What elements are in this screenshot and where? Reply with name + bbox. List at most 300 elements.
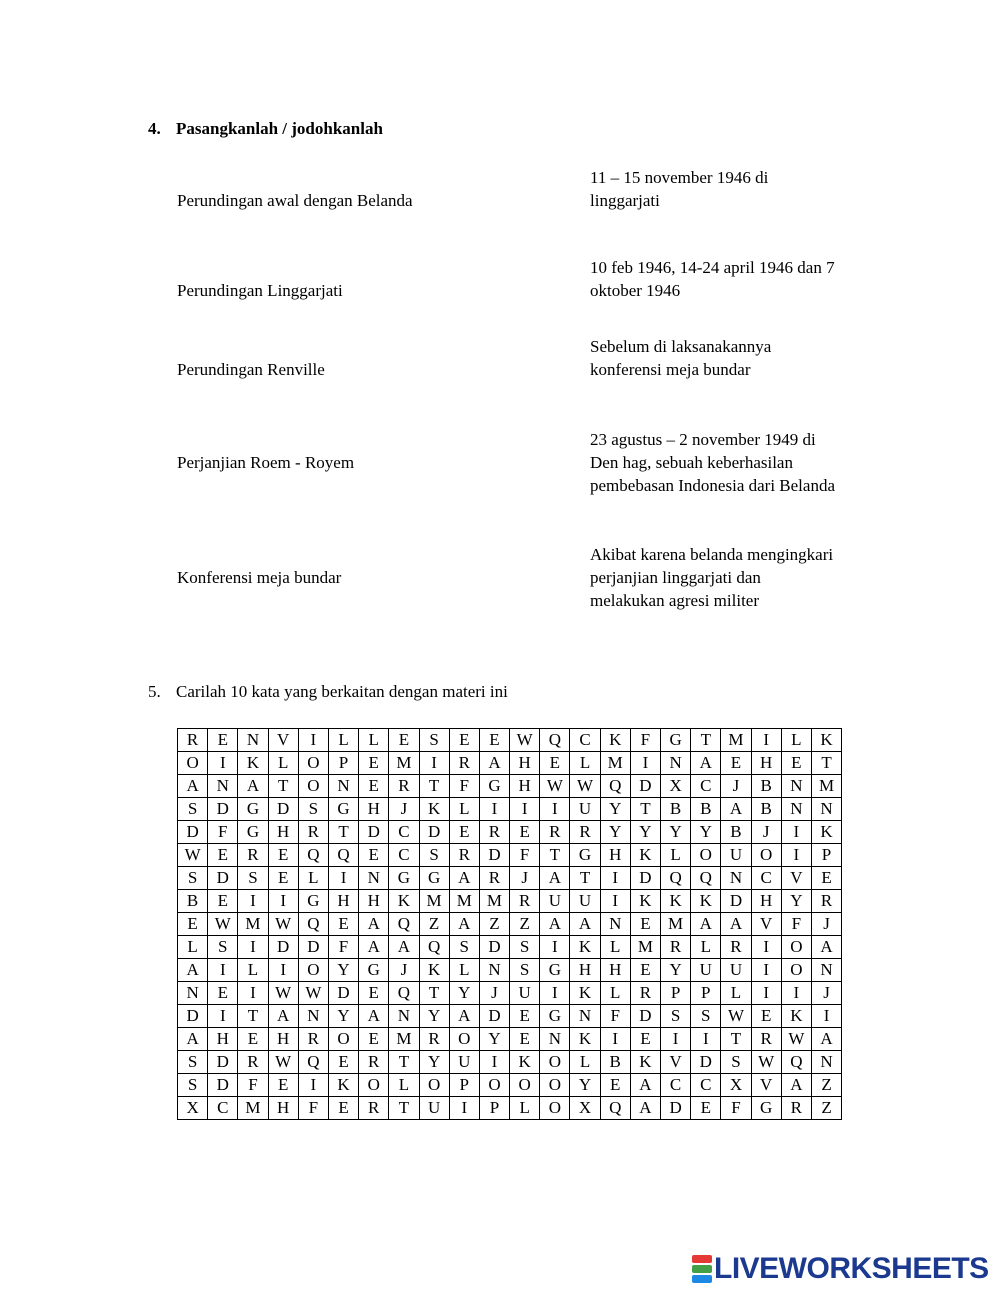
word-search-cell[interactable]: I: [630, 752, 660, 775]
word-search-cell[interactable]: I: [600, 890, 630, 913]
word-search-cell[interactable]: B: [661, 798, 691, 821]
word-search-cell[interactable]: G: [540, 959, 570, 982]
word-search-cell[interactable]: P: [811, 844, 841, 867]
word-search-cell[interactable]: P: [328, 752, 358, 775]
word-search-cell[interactable]: D: [479, 936, 509, 959]
word-search-cell[interactable]: S: [178, 798, 208, 821]
word-search-cell[interactable]: U: [721, 959, 751, 982]
word-search-cell[interactable]: G: [359, 959, 389, 982]
word-search-cell[interactable]: L: [178, 936, 208, 959]
word-search-cell[interactable]: I: [328, 867, 358, 890]
word-search-cell[interactable]: V: [661, 1051, 691, 1074]
word-search-cell[interactable]: R: [540, 821, 570, 844]
word-search-cell[interactable]: K: [570, 1028, 600, 1051]
word-search-cell[interactable]: E: [359, 982, 389, 1005]
word-search-cell[interactable]: I: [268, 890, 298, 913]
word-search-cell[interactable]: E: [510, 1028, 540, 1051]
word-search-cell[interactable]: S: [721, 1051, 751, 1074]
word-search-cell[interactable]: A: [389, 936, 419, 959]
word-search-cell[interactable]: U: [570, 890, 600, 913]
word-search-cell[interactable]: K: [328, 1074, 358, 1097]
word-search-cell[interactable]: H: [510, 752, 540, 775]
word-search-cell[interactable]: C: [389, 844, 419, 867]
word-search-cell[interactable]: Q: [419, 936, 449, 959]
word-search-cell[interactable]: I: [298, 729, 328, 752]
word-search-cell[interactable]: I: [540, 982, 570, 1005]
word-search-cell[interactable]: R: [178, 729, 208, 752]
word-search-cell[interactable]: W: [781, 1028, 811, 1051]
word-search-cell[interactable]: Y: [600, 821, 630, 844]
word-search-cell[interactable]: U: [419, 1097, 449, 1120]
word-search-cell[interactable]: R: [359, 1051, 389, 1074]
word-search-cell[interactable]: I: [751, 959, 781, 982]
word-search-cell[interactable]: Q: [600, 775, 630, 798]
word-search-cell[interactable]: H: [600, 959, 630, 982]
word-search-cell[interactable]: Q: [298, 913, 328, 936]
word-search-cell[interactable]: K: [630, 890, 660, 913]
word-search-cell[interactable]: Z: [419, 913, 449, 936]
word-search-cell[interactable]: D: [178, 821, 208, 844]
word-search-cell[interactable]: H: [751, 890, 781, 913]
word-search-cell[interactable]: D: [419, 821, 449, 844]
word-search-cell[interactable]: T: [238, 1005, 268, 1028]
word-search-cell[interactable]: Y: [479, 1028, 509, 1051]
word-search-cell[interactable]: T: [419, 982, 449, 1005]
word-search-cell[interactable]: D: [630, 867, 660, 890]
word-search-cell[interactable]: G: [298, 890, 328, 913]
word-search-cell[interactable]: N: [661, 752, 691, 775]
word-search-cell[interactable]: Y: [600, 798, 630, 821]
word-search-cell[interactable]: N: [811, 1051, 841, 1074]
word-search-cell[interactable]: E: [208, 890, 238, 913]
word-search-cell[interactable]: H: [570, 959, 600, 982]
word-search-cell[interactable]: M: [600, 752, 630, 775]
word-search-cell[interactable]: H: [208, 1028, 238, 1051]
word-search-cell[interactable]: A: [570, 913, 600, 936]
word-search-cell[interactable]: S: [178, 1074, 208, 1097]
word-search-cell[interactable]: E: [389, 729, 419, 752]
word-search-cell[interactable]: A: [630, 1074, 660, 1097]
word-search-cell[interactable]: A: [721, 913, 751, 936]
word-search-cell[interactable]: S: [691, 1005, 721, 1028]
word-search-cell[interactable]: T: [268, 775, 298, 798]
word-search-cell[interactable]: E: [540, 752, 570, 775]
word-search-cell[interactable]: I: [238, 936, 268, 959]
word-search-cell[interactable]: N: [238, 729, 268, 752]
word-search-cell[interactable]: I: [540, 936, 570, 959]
word-search-cell[interactable]: Q: [600, 1097, 630, 1120]
word-search-cell[interactable]: H: [359, 798, 389, 821]
word-search-cell[interactable]: K: [570, 982, 600, 1005]
word-search-cell[interactable]: G: [661, 729, 691, 752]
word-search-cell[interactable]: O: [178, 752, 208, 775]
word-search-cell[interactable]: I: [479, 1051, 509, 1074]
word-search-cell[interactable]: N: [389, 1005, 419, 1028]
word-search-cell[interactable]: M: [419, 890, 449, 913]
word-search-cell[interactable]: X: [661, 775, 691, 798]
word-search-cell[interactable]: O: [298, 775, 328, 798]
word-search-cell[interactable]: A: [268, 1005, 298, 1028]
word-search-cell[interactable]: J: [389, 959, 419, 982]
word-search-cell[interactable]: K: [661, 890, 691, 913]
word-search-cell[interactable]: L: [661, 844, 691, 867]
word-search-cell[interactable]: J: [811, 913, 841, 936]
word-search-cell[interactable]: R: [479, 821, 509, 844]
word-search-cell[interactable]: Q: [661, 867, 691, 890]
word-search-cell[interactable]: E: [449, 729, 479, 752]
word-search-cell[interactable]: A: [449, 1005, 479, 1028]
word-search-cell[interactable]: I: [419, 752, 449, 775]
word-search-cell[interactable]: F: [238, 1074, 268, 1097]
word-search-cell[interactable]: F: [328, 936, 358, 959]
word-search-cell[interactable]: F: [208, 821, 238, 844]
word-search-cell[interactable]: L: [691, 936, 721, 959]
word-search-cell[interactable]: H: [751, 752, 781, 775]
word-search-cell[interactable]: E: [328, 1051, 358, 1074]
word-search-cell[interactable]: O: [540, 1051, 570, 1074]
word-search-cell[interactable]: A: [540, 867, 570, 890]
word-search-cell[interactable]: I: [208, 959, 238, 982]
word-search-cell[interactable]: K: [781, 1005, 811, 1028]
word-search-cell[interactable]: P: [479, 1097, 509, 1120]
word-search-cell[interactable]: I: [751, 729, 781, 752]
word-search-cell[interactable]: F: [298, 1097, 328, 1120]
word-search-cell[interactable]: C: [691, 775, 721, 798]
word-search-cell[interactable]: O: [449, 1028, 479, 1051]
word-search-cell[interactable]: E: [691, 1097, 721, 1120]
word-search-cell[interactable]: Y: [691, 821, 721, 844]
word-search-cell[interactable]: S: [208, 936, 238, 959]
word-search-cell[interactable]: U: [721, 844, 751, 867]
word-search-cell[interactable]: O: [328, 1028, 358, 1051]
word-search-cell[interactable]: E: [268, 1074, 298, 1097]
word-search-cell[interactable]: J: [721, 775, 751, 798]
word-search-cell[interactable]: G: [238, 821, 268, 844]
word-search-cell[interactable]: W: [751, 1051, 781, 1074]
word-search-cell[interactable]: R: [419, 1028, 449, 1051]
word-search-cell[interactable]: D: [479, 844, 509, 867]
word-search-cell[interactable]: O: [359, 1074, 389, 1097]
word-search-cell[interactable]: A: [449, 913, 479, 936]
word-search-cell[interactable]: H: [328, 890, 358, 913]
word-search-cell[interactable]: M: [449, 890, 479, 913]
word-search-cell[interactable]: F: [510, 844, 540, 867]
word-search-cell[interactable]: E: [721, 752, 751, 775]
word-search-cell[interactable]: D: [691, 1051, 721, 1074]
word-search-cell[interactable]: I: [661, 1028, 691, 1051]
word-search-cell[interactable]: K: [811, 821, 841, 844]
word-search-cell[interactable]: U: [449, 1051, 479, 1074]
word-search-cell[interactable]: D: [630, 1005, 660, 1028]
word-search-cell[interactable]: C: [691, 1074, 721, 1097]
word-search-cell[interactable]: C: [751, 867, 781, 890]
word-search-cell[interactable]: Y: [328, 1005, 358, 1028]
word-search-cell[interactable]: W: [268, 1051, 298, 1074]
word-search-cell[interactable]: K: [419, 798, 449, 821]
word-search-cell[interactable]: S: [419, 729, 449, 752]
word-search-cell[interactable]: O: [751, 844, 781, 867]
word-search-cell[interactable]: O: [540, 1074, 570, 1097]
word-search-cell[interactable]: Y: [449, 982, 479, 1005]
word-search-cell[interactable]: Q: [540, 729, 570, 752]
word-search-cell[interactable]: L: [570, 1051, 600, 1074]
word-search-cell[interactable]: J: [811, 982, 841, 1005]
word-search-cell[interactable]: A: [449, 867, 479, 890]
word-search-cell[interactable]: Y: [630, 821, 660, 844]
word-search-cell[interactable]: K: [419, 959, 449, 982]
word-search-cell[interactable]: C: [570, 729, 600, 752]
word-search-cell[interactable]: O: [781, 959, 811, 982]
word-search-cell[interactable]: A: [479, 752, 509, 775]
word-search-cell[interactable]: N: [298, 1005, 328, 1028]
word-search-cell[interactable]: E: [359, 1028, 389, 1051]
word-search-cell[interactable]: E: [600, 1074, 630, 1097]
word-search-cell[interactable]: C: [661, 1074, 691, 1097]
word-search-cell[interactable]: Y: [419, 1005, 449, 1028]
word-search-cell[interactable]: M: [389, 752, 419, 775]
word-search-cell[interactable]: F: [600, 1005, 630, 1028]
word-search-cell[interactable]: K: [389, 890, 419, 913]
word-search-cell[interactable]: Q: [298, 844, 328, 867]
word-search-cell[interactable]: J: [479, 982, 509, 1005]
word-search-cell[interactable]: B: [600, 1051, 630, 1074]
word-search-cell[interactable]: S: [510, 959, 540, 982]
word-search-cell[interactable]: A: [721, 798, 751, 821]
word-search-cell[interactable]: A: [691, 913, 721, 936]
word-search-cell[interactable]: O: [298, 752, 328, 775]
word-search-cell[interactable]: I: [781, 844, 811, 867]
word-search-cell[interactable]: R: [751, 1028, 781, 1051]
word-search-cell[interactable]: O: [419, 1074, 449, 1097]
word-search-cell[interactable]: A: [178, 959, 208, 982]
word-search-cell[interactable]: F: [630, 729, 660, 752]
word-search-cell[interactable]: E: [268, 844, 298, 867]
word-search-cell[interactable]: L: [570, 752, 600, 775]
word-search-cell[interactable]: P: [661, 982, 691, 1005]
word-search-cell[interactable]: Q: [298, 1051, 328, 1074]
word-search-cell[interactable]: E: [510, 821, 540, 844]
word-search-cell[interactable]: E: [510, 1005, 540, 1028]
word-search-cell[interactable]: V: [751, 1074, 781, 1097]
word-search-cell[interactable]: I: [781, 821, 811, 844]
word-search-cell[interactable]: M: [389, 1028, 419, 1051]
word-search-cell[interactable]: T: [721, 1028, 751, 1051]
word-search-cell[interactable]: I: [268, 959, 298, 982]
word-search-cell[interactable]: P: [691, 982, 721, 1005]
word-search-cell[interactable]: X: [570, 1097, 600, 1120]
word-search-cell[interactable]: I: [298, 1074, 328, 1097]
word-search-cell[interactable]: K: [238, 752, 268, 775]
word-search-cell[interactable]: W: [570, 775, 600, 798]
word-search-cell[interactable]: K: [510, 1051, 540, 1074]
word-search-cell[interactable]: D: [721, 890, 751, 913]
word-search-cell[interactable]: N: [781, 775, 811, 798]
word-search-cell[interactable]: R: [449, 752, 479, 775]
word-search-cell[interactable]: L: [510, 1097, 540, 1120]
word-search-cell[interactable]: M: [238, 913, 268, 936]
word-search-cell[interactable]: Z: [811, 1074, 841, 1097]
word-search-cell[interactable]: D: [328, 982, 358, 1005]
word-search-cell[interactable]: I: [479, 798, 509, 821]
word-search-cell[interactable]: K: [630, 844, 660, 867]
word-search-cell[interactable]: H: [268, 1028, 298, 1051]
word-search-cell[interactable]: A: [359, 1005, 389, 1028]
word-search-cell[interactable]: W: [178, 844, 208, 867]
word-search-cell[interactable]: E: [359, 775, 389, 798]
word-search-cell[interactable]: A: [540, 913, 570, 936]
word-search-cell[interactable]: I: [811, 1005, 841, 1028]
word-search-cell[interactable]: I: [449, 1097, 479, 1120]
word-search-cell[interactable]: S: [178, 1051, 208, 1074]
word-search-cell[interactable]: V: [751, 913, 781, 936]
word-search-cell[interactable]: E: [449, 821, 479, 844]
word-search-cell[interactable]: D: [298, 936, 328, 959]
word-search-cell[interactable]: E: [630, 1028, 660, 1051]
word-search-cell[interactable]: M: [479, 890, 509, 913]
word-search-cell[interactable]: W: [298, 982, 328, 1005]
word-search-cell[interactable]: F: [781, 913, 811, 936]
word-search-cell[interactable]: I: [238, 982, 268, 1005]
word-search-cell[interactable]: H: [600, 844, 630, 867]
word-search-cell[interactable]: H: [510, 775, 540, 798]
word-search-cell[interactable]: Q: [781, 1051, 811, 1074]
word-search-cell[interactable]: R: [661, 936, 691, 959]
word-search-cell[interactable]: E: [630, 913, 660, 936]
word-search-cell[interactable]: E: [328, 913, 358, 936]
word-search-cell[interactable]: D: [208, 1051, 238, 1074]
word-search-cell[interactable]: A: [811, 936, 841, 959]
word-search-cell[interactable]: D: [178, 1005, 208, 1028]
word-search-cell[interactable]: M: [811, 775, 841, 798]
word-search-cell[interactable]: E: [811, 867, 841, 890]
word-search-cell[interactable]: N: [208, 775, 238, 798]
word-search-cell[interactable]: L: [359, 729, 389, 752]
word-search-cell[interactable]: G: [389, 867, 419, 890]
word-search-cell[interactable]: X: [721, 1074, 751, 1097]
word-search-cell[interactable]: G: [751, 1097, 781, 1120]
word-search-cell[interactable]: R: [811, 890, 841, 913]
word-search-cell[interactable]: E: [238, 1028, 268, 1051]
word-search-cell[interactable]: Z: [479, 913, 509, 936]
word-search-cell[interactable]: H: [268, 1097, 298, 1120]
word-search-cell[interactable]: D: [208, 867, 238, 890]
word-search-cell[interactable]: I: [751, 982, 781, 1005]
word-search-cell[interactable]: A: [781, 1074, 811, 1097]
word-search-cell[interactable]: R: [238, 844, 268, 867]
word-search-cell[interactable]: S: [238, 867, 268, 890]
word-search-cell[interactable]: R: [630, 982, 660, 1005]
word-search-cell[interactable]: W: [268, 982, 298, 1005]
word-search-cell[interactable]: M: [721, 729, 751, 752]
word-search-cell[interactable]: C: [389, 821, 419, 844]
word-search-cell[interactable]: G: [540, 1005, 570, 1028]
word-search-cell[interactable]: H: [359, 890, 389, 913]
word-search-cell[interactable]: Q: [328, 844, 358, 867]
word-search-cell[interactable]: E: [328, 1097, 358, 1120]
word-search-cell[interactable]: I: [208, 752, 238, 775]
word-search-cell[interactable]: W: [540, 775, 570, 798]
word-search-cell[interactable]: R: [238, 1051, 268, 1074]
word-search-cell[interactable]: L: [389, 1074, 419, 1097]
word-search-cell[interactable]: D: [268, 798, 298, 821]
word-search-cell[interactable]: I: [238, 890, 268, 913]
word-search-cell[interactable]: Y: [328, 959, 358, 982]
word-search-cell[interactable]: T: [540, 844, 570, 867]
word-search-cell[interactable]: R: [298, 821, 328, 844]
word-search-cell[interactable]: U: [540, 890, 570, 913]
word-search-cell[interactable]: R: [781, 1097, 811, 1120]
word-search-cell[interactable]: E: [208, 844, 238, 867]
word-search-cell[interactable]: N: [359, 867, 389, 890]
word-search-cell[interactable]: I: [540, 798, 570, 821]
word-search-cell[interactable]: D: [208, 798, 238, 821]
word-search-cell[interactable]: L: [298, 867, 328, 890]
word-search-cell[interactable]: N: [540, 1028, 570, 1051]
word-search-cell[interactable]: L: [781, 729, 811, 752]
word-search-cell[interactable]: E: [479, 729, 509, 752]
word-search-cell[interactable]: R: [389, 775, 419, 798]
word-search-cell[interactable]: K: [630, 1051, 660, 1074]
word-search-cell[interactable]: N: [781, 798, 811, 821]
word-search-cell[interactable]: A: [359, 936, 389, 959]
word-search-cell[interactable]: R: [298, 1028, 328, 1051]
word-search-cell[interactable]: E: [208, 982, 238, 1005]
word-search-cell[interactable]: I: [691, 1028, 721, 1051]
word-search-cell[interactable]: R: [479, 867, 509, 890]
word-search-cell[interactable]: M: [238, 1097, 268, 1120]
word-search-cell[interactable]: N: [328, 775, 358, 798]
word-search-cell[interactable]: H: [268, 821, 298, 844]
word-search-cell[interactable]: D: [268, 936, 298, 959]
word-search-cell[interactable]: N: [600, 913, 630, 936]
word-search-cell[interactable]: Q: [389, 982, 419, 1005]
word-search-cell[interactable]: G: [238, 798, 268, 821]
word-search-cell[interactable]: L: [449, 798, 479, 821]
word-search-cell[interactable]: T: [811, 752, 841, 775]
word-search-cell[interactable]: R: [449, 844, 479, 867]
word-search-cell[interactable]: E: [630, 959, 660, 982]
word-search-cell[interactable]: Q: [691, 867, 721, 890]
word-search-cell[interactable]: X: [178, 1097, 208, 1120]
word-search-cell[interactable]: N: [721, 867, 751, 890]
word-search-cell[interactable]: W: [510, 729, 540, 752]
word-search-cell[interactable]: G: [328, 798, 358, 821]
word-search-cell[interactable]: T: [389, 1051, 419, 1074]
word-search-cell[interactable]: F: [721, 1097, 751, 1120]
word-search-cell[interactable]: I: [510, 798, 540, 821]
word-search-cell[interactable]: E: [268, 867, 298, 890]
word-search-cell[interactable]: D: [208, 1074, 238, 1097]
word-search-cell[interactable]: O: [479, 1074, 509, 1097]
word-search-cell[interactable]: G: [419, 867, 449, 890]
word-search-cell[interactable]: Y: [661, 821, 691, 844]
word-search-cell[interactable]: A: [359, 913, 389, 936]
word-search-cell[interactable]: L: [721, 982, 751, 1005]
word-search-cell[interactable]: M: [630, 936, 660, 959]
word-search-cell[interactable]: G: [479, 775, 509, 798]
word-search-cell[interactable]: B: [721, 821, 751, 844]
word-search-cell[interactable]: B: [751, 775, 781, 798]
word-search-cell[interactable]: Y: [781, 890, 811, 913]
word-search-cell[interactable]: T: [389, 1097, 419, 1120]
word-search-cell[interactable]: L: [238, 959, 268, 982]
word-search-cell[interactable]: O: [781, 936, 811, 959]
word-search-cell[interactable]: I: [600, 1028, 630, 1051]
word-search-cell[interactable]: L: [600, 982, 630, 1005]
word-search-cell[interactable]: L: [449, 959, 479, 982]
word-search-cell[interactable]: D: [661, 1097, 691, 1120]
word-search-cell[interactable]: O: [540, 1097, 570, 1120]
